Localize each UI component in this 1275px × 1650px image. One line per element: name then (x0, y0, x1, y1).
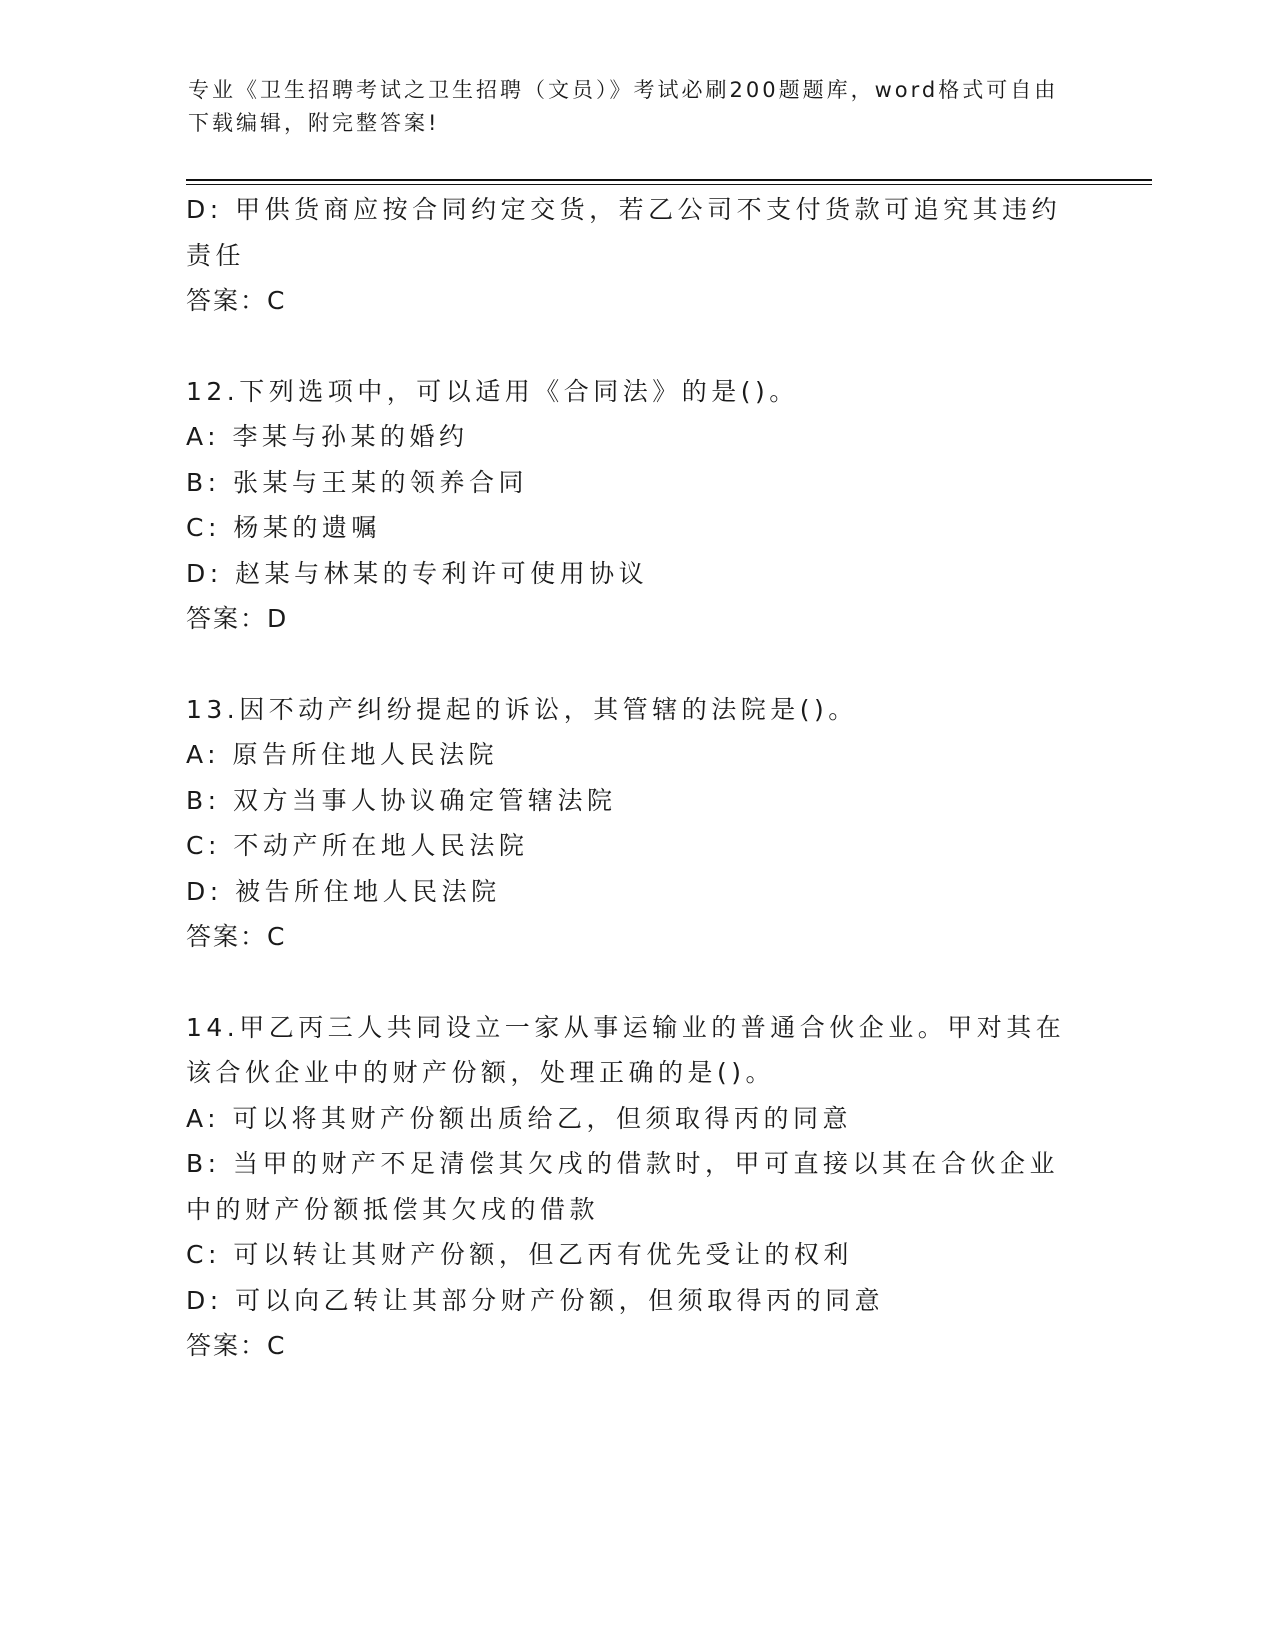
option-b: B: 双方当事人协议确定管辖法院 (186, 785, 617, 815)
option-c: C: 杨某的遗嘱 (186, 513, 381, 542)
answer-line (186, 596, 1086, 642)
answer-value: C (267, 1331, 287, 1360)
question-stem: 14.甲乙丙三人共同设立一家从事运输业的普通合伙企业。甲对其在该合伙企业中的财产份额，处理正确的是()。 (186, 1012, 1066, 1087)
option-b: B: 当甲的财产不足清偿其欠戌的借款时，甲可直接以其在合伙企业中的财产份额抵偿其欠戌的借款 (186, 1149, 1060, 1224)
answer-label: 答案： (186, 286, 268, 315)
answer-label: 答案： (186, 1331, 268, 1360)
question-12 (186, 369, 1086, 642)
option-a: A: 可以将其财产份额出质给乙，但须取得丙的同意 (186, 1103, 853, 1133)
option-d: D: 甲供货商应按合同约定交货，若乙公司不支付货款可追究其违约责任 (186, 195, 1062, 270)
option-a: A: 李某与孙某的婚约 (186, 422, 469, 451)
answer-line (186, 914, 1086, 960)
question-stem: 12.下列选项中，可以适用《合同法》的是()。 (186, 376, 799, 406)
option-b: B: 张某与王某的领养合同 (186, 467, 529, 497)
answer-value: C (267, 922, 287, 951)
header-rule-thin (186, 184, 1152, 185)
question-13 (186, 687, 1086, 960)
option-d: D: 被告所住地人民法院 (186, 876, 501, 906)
answer-value: D (267, 604, 289, 633)
header-text: 专业《卫生招聘考试之卫生招聘（文员）》考试必刷200题题库，word格式可自由下载编辑，附完整答案! (188, 78, 1059, 135)
header-rule (186, 179, 1152, 181)
continued-question (186, 187, 1086, 324)
question-stem: 13.因不动产纠纷提起的诉讼，其管辖的法院是()。 (186, 694, 858, 724)
option-c: C: 可以转让其财产份额，但乙丙有优先受让的权利 (186, 1240, 853, 1269)
answer-line (186, 1323, 1086, 1369)
option-d: D: 赵某与林某的专利许可使用协议 (186, 558, 649, 588)
option-a: A: 原告所住地人民法院 (186, 740, 499, 769)
question-content (186, 187, 1086, 1414)
answer-label: 答案： (186, 922, 268, 951)
answer-label: 答案： (186, 604, 268, 633)
answer-value: C (267, 286, 287, 315)
answer-line (186, 278, 1086, 324)
option-c: C: 不动产所在地人民法院 (186, 831, 529, 860)
question-14 (186, 1005, 1086, 1369)
document-header (188, 74, 1068, 140)
option-d: D: 可以向乙转让其部分财产份额，但须取得丙的同意 (186, 1285, 885, 1315)
